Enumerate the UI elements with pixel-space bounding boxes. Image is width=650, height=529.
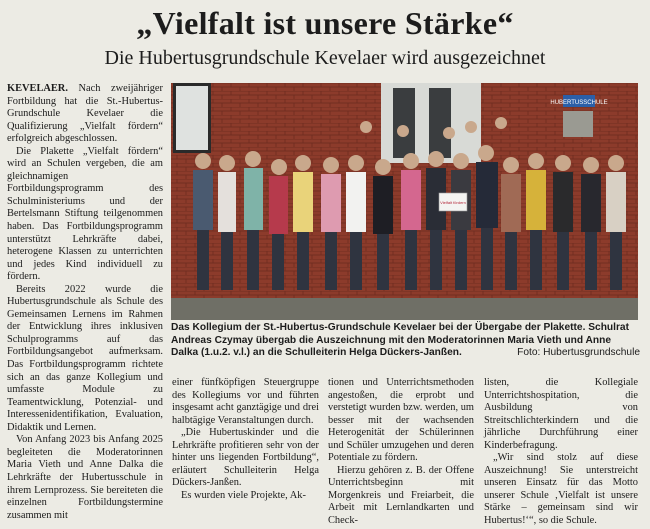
paragraph: „Die Hubertuskinder und die Lehrkräfte profitieren sehr von der hinter uns liegenden Fortbildung“, erläutert Schulleiterin Helga Dückers-Janßen. — [172, 427, 319, 489]
paragraph: listen, die Kollegiale Unterrichtshospitation, die Ausbildung von Streitschlichterkindern und die jährliche Durchführung einer Kinderbefragung. — [484, 377, 638, 451]
article-column-3 — [328, 377, 474, 528]
photo-credit: Foto: Hubertusgrundschule — [517, 347, 640, 358]
article-column-1 — [7, 83, 163, 522]
paragraph: „Wir sind stolz auf diese Auszeichnung! Sie unterstreicht unseren Einsatz für das Motto unserer Schule ‚Vielfalt ist unsere Stärke – gemeinsam sind wir Hubertus!‘“, so die Schule. — [484, 452, 638, 527]
subheadline: Die Hubertusgrundschule Kevelaer wird ausgezeichnet — [104, 47, 546, 69]
paragraph: Bereits 2022 wurde die Hubertusgrundschule als Schule des Gemeinsamen Lernens im Rahmen der Entwicklung ihres inklusiven Schulprogramms auf das Fortbildungsangebot aufmerksam. Das Fortbildungsprogramm richtete sich an das ganze Kollegium und umfasste Module zu Teamentwicklung, Potenzial- und Interessenidentifikation, Evaluation, Didaktik und Lernen. — [7, 283, 163, 433]
school-sign: HUBERTUSSCHULE — [550, 100, 608, 106]
plaque-text: Vielfalt fördern — [440, 200, 466, 205]
caption-text: Das Kollegium der St.-Hubertus-Grundschule Kevelaer bei der Übergabe der Plakette. Schulrat Andreas Czymay übergab die Auszeichnung mit den Moderatorinnen Maria Vieth und Anne Dalka (1.u.2. v.l.) an die Schulleiterin Helga Dückers-Janßen. — [171, 322, 629, 358]
headline: „Vielfalt ist unsere Stärke“ — [136, 5, 514, 41]
article-column-2 — [172, 377, 319, 502]
paragraph: einer fünfköpfigen Steuergruppe des Kollegiums vor und führten insgesamt acht ganztägige und drei halbtägige Veranstaltungen durch. — [172, 377, 319, 426]
paragraph: Nach zweijähriger Fortbildung hat die St.-Hubertus-Grundschule Kevelaer die Qualifizierung „Vielfalt fördern“ erfolgreich abgeschlossen. — [7, 83, 163, 145]
dateline: KEVELAER. — [7, 83, 68, 94]
group-photo — [171, 83, 638, 320]
article-column-4 — [484, 377, 638, 528]
paragraph: Hierzu gehören z. B. der Offene Unterrichtsbeginn mit Morgenkreis und Freiarbeit, die Arbeit mit Lernlandkarten und Check- — [328, 464, 474, 527]
paragraph: Die Plakette „Vielfalt fördern“ wird an Schulen vergeben, die am gleichnamigen Fortbildungsprogramm des Schulministeriums und der Bertelsmann Stiftung teilgenommen haben. Das Fortbildungsprogramm unterstützt Lehrkräfte dabei, heterogene Klassen zu unterrichten und jedes Kind individuell zu fördern. — [7, 145, 163, 283]
paragraph: Von Anfang 2023 bis Anfang 2025 begleiteten die Moderatorinnen Maria Vieth und Anne Dalka die Lehrkräfte der Hubertusschule in ihrem Lernprozess. Sie bereiteten die einzelnen Fortbildungstermine zusammen mit — [7, 434, 163, 521]
paragraph: tionen und Unterrichtsmethoden angestoßen, die erprobt und verstetigt wurden bzw. werden, um besser mit der wachsenden Heterogenität der Schülerinnen und Schüler umzugehen und deren Potentiale zu fördern. — [328, 377, 474, 464]
paragraph: Es wurden viele Projekte, Ak- — [181, 489, 306, 501]
photo-caption — [171, 322, 640, 360]
